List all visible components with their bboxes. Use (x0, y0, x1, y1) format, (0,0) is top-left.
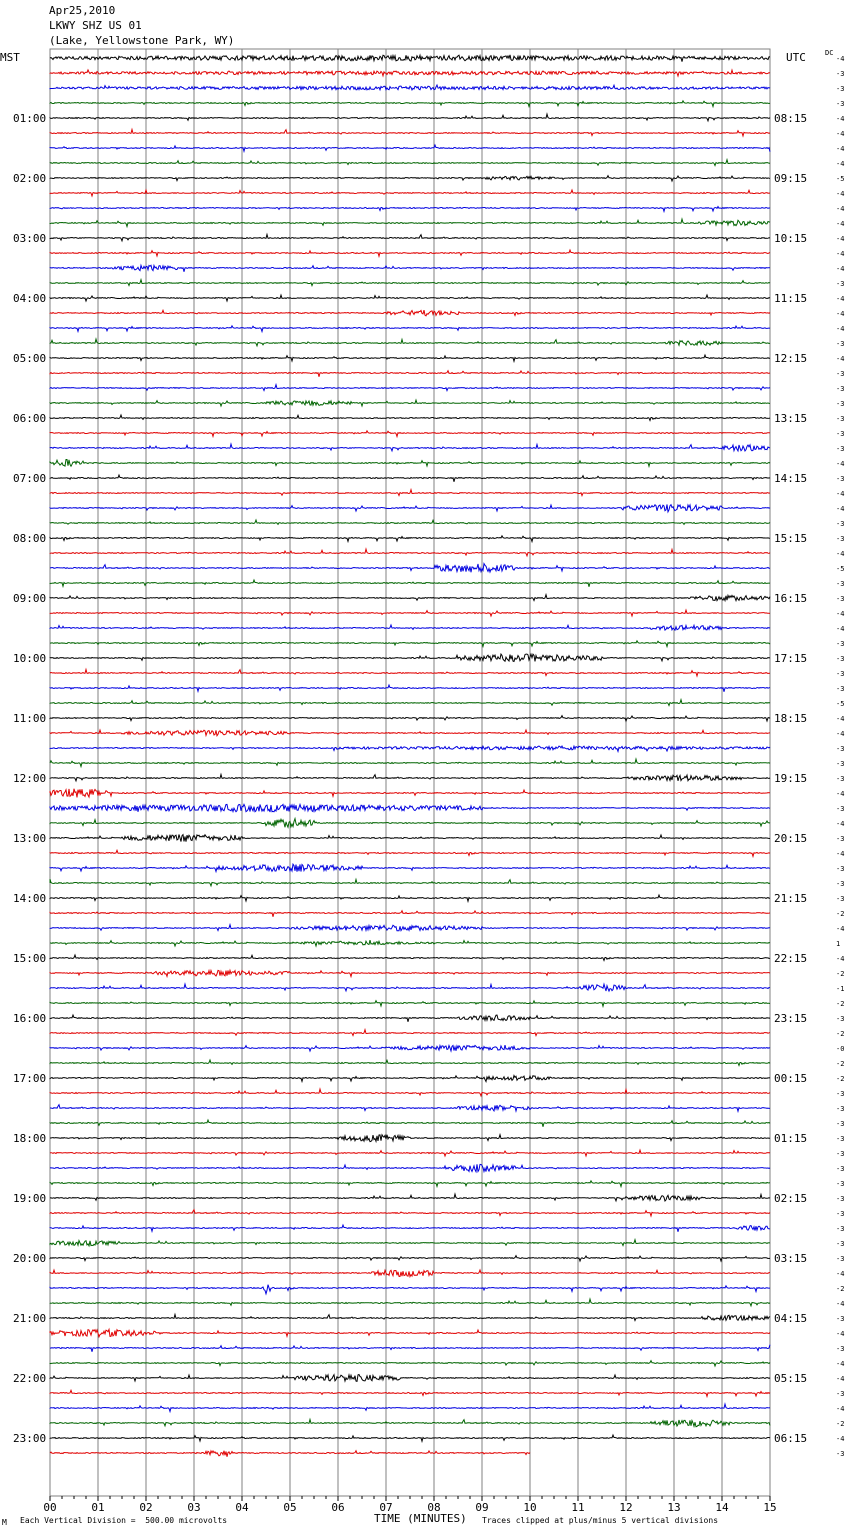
hour-label-left: 07:00 (13, 472, 47, 485)
corner-mark: M (2, 1518, 7, 1527)
hour-label-left: 23:00 (13, 1432, 47, 1445)
dc-offset-label: -4 (836, 820, 845, 828)
dc-offset-label: -3 (836, 1210, 845, 1218)
dc-offset-label: -3 (836, 1120, 845, 1128)
dc-offset-label: -4 (836, 460, 845, 468)
dc-offset-label: -3 (836, 685, 845, 693)
dc-offset-label: -4 (836, 1330, 845, 1338)
seismic-trace (50, 1045, 770, 1051)
dc-offset-label: -3 (836, 70, 845, 78)
dc-offset-label: -4 (836, 925, 845, 933)
hour-label-right: 05:15 (774, 1372, 808, 1385)
seismic-trace (50, 207, 770, 212)
dc-offset-label: -3 (836, 1450, 845, 1458)
hour-label-right: 22:15 (774, 952, 808, 965)
clip-note: Traces clipped at plus/minus 5 vertical divisions (482, 1516, 719, 1525)
hour-label-left: 05:00 (13, 352, 47, 365)
seismic-trace (50, 475, 770, 482)
seismic-trace (50, 1256, 770, 1261)
dc-offset-label: -3 (836, 370, 845, 378)
dc-offset-label: -4 (836, 265, 845, 273)
dc-offset-label: -3 (836, 595, 845, 603)
seismic-trace (50, 940, 770, 946)
hour-label-left: 19:00 (13, 1192, 47, 1205)
seismic-trace (50, 280, 770, 286)
dc-offset-label: -3 (836, 535, 845, 543)
hour-label-right: 08:15 (774, 112, 808, 125)
seismic-trace (50, 595, 770, 601)
dc-offset-label: -3 (836, 655, 845, 663)
dc-offset-label: -3 (836, 1180, 845, 1188)
dc-offset-label: -4 (836, 55, 845, 63)
dc-offset-label: -2 (836, 1075, 845, 1083)
dc-offset-label: -4 (836, 205, 845, 213)
dc-offset-label: -4 (836, 160, 845, 168)
x-tick-label: 06 (331, 1501, 345, 1514)
dc-offset-label: -4 (836, 190, 845, 198)
dc-offset-label: -4 (836, 625, 845, 633)
dc-offset-label: -3 (836, 400, 845, 408)
x-tick-label: 03 (187, 1501, 201, 1514)
dc-offset-label: -3 (836, 1315, 845, 1323)
dc-offset-label: -3 (836, 280, 845, 288)
seismic-trace (50, 520, 770, 524)
hour-label-right: 06:15 (774, 1432, 808, 1445)
dc-offset-label: -4 (836, 145, 845, 153)
hour-label-left: 11:00 (13, 712, 47, 725)
dc-offset-label: -3 (836, 340, 845, 348)
seismic-trace (50, 716, 770, 721)
hour-label-right: 19:15 (774, 772, 808, 785)
x-tick-label: 10 (523, 1501, 537, 1514)
dc-offset-label: -2 (836, 1030, 845, 1038)
x-tick-label: 15 (763, 1501, 777, 1514)
dc-offset-label: -4 (836, 1405, 845, 1413)
seismic-trace (50, 1225, 770, 1232)
seismic-trace (50, 1181, 770, 1187)
x-tick-label: 11 (571, 1501, 585, 1514)
seismic-trace (50, 1076, 770, 1082)
seismic-trace (50, 1164, 770, 1171)
seismic-trace (50, 670, 770, 677)
hour-label-left: 04:00 (13, 292, 47, 305)
dc-offset-label: -4 (836, 1300, 845, 1308)
dc-offset-label: -3 (836, 1225, 845, 1233)
hour-label-right: 12:15 (774, 352, 808, 365)
dc-offset-label: -4 (836, 850, 845, 858)
dc-offset-label: -5 (836, 175, 845, 183)
dc-offset-label: -4 (836, 955, 845, 963)
dc-offset-label: -4 (836, 310, 845, 318)
seismic-trace (50, 746, 770, 751)
x-tick-label: 01 (91, 1501, 105, 1514)
dc-offset-label: -3 (836, 100, 845, 108)
dc-offset-label: -0 (836, 1045, 845, 1053)
seismic-trace (50, 235, 770, 241)
vertical-scale-note: Each Vertical Division = 500.00 microvolts (20, 1516, 228, 1525)
seismic-trace (50, 864, 770, 872)
seismic-trace (50, 1420, 770, 1427)
seismic-trace (50, 804, 770, 812)
dc-offset-label: -3 (836, 1090, 845, 1098)
seismic-trace (50, 835, 770, 842)
dc-offset-label: -4 (836, 505, 845, 513)
dc-offset-label: -4 (836, 325, 845, 333)
hour-label-right: 15:15 (774, 532, 808, 545)
seismic-trace (50, 789, 770, 798)
dc-offset-label: -4 (836, 790, 845, 798)
seismic-trace (50, 490, 770, 496)
dc-offset-label: -3 (836, 1255, 845, 1263)
seismic-trace (50, 1299, 770, 1306)
seismic-trace (50, 101, 770, 107)
hour-label-right: 14:15 (774, 472, 808, 485)
x-tick-label: 13 (667, 1501, 681, 1514)
seismic-trace (50, 625, 770, 630)
hour-label-right: 10:15 (774, 232, 808, 245)
dc-offset-label: 1 (836, 940, 841, 948)
seismic-trace (50, 265, 770, 272)
dc-offset-label: -2 (836, 1420, 845, 1428)
dc-offset-label: -2 (836, 910, 845, 918)
hour-label-left: 17:00 (13, 1072, 47, 1085)
seismic-trace (50, 984, 770, 991)
dc-offset-label: -5 (836, 565, 845, 573)
hour-label-left: 21:00 (13, 1312, 47, 1325)
dc-offset-label: -3 (836, 745, 845, 753)
dc-offset-label: -4 (836, 295, 845, 303)
dc-offset-label: -3 (836, 1195, 845, 1203)
dc-offset-label: -3 (836, 430, 845, 438)
hour-label-right: 03:15 (774, 1252, 808, 1265)
dc-offset-label: -3 (836, 1240, 845, 1248)
dc-offset-label: -3 (836, 580, 845, 588)
x-tick-label: 14 (715, 1501, 729, 1514)
seismic-trace (50, 730, 770, 736)
seismic-trace (50, 1361, 770, 1366)
dc-offset-label: -3 (836, 640, 845, 648)
seismic-trace (50, 1329, 770, 1336)
dc-offset-label: -2 (836, 1285, 845, 1293)
seismic-trace (50, 685, 770, 692)
seismic-trace (50, 371, 770, 377)
dc-offset-label: -3 (836, 865, 845, 873)
seismic-trace (50, 400, 770, 406)
seismic-trace (50, 895, 770, 901)
hour-label-right: 16:15 (774, 592, 808, 605)
dc-offset-label: -3 (836, 1015, 845, 1023)
dc-offset-label: -4 (836, 550, 845, 558)
seismic-trace (50, 176, 770, 181)
hour-label-right: 20:15 (774, 832, 808, 845)
dc-offset-label: -3 (836, 895, 845, 903)
hour-label-right: 23:15 (774, 1012, 808, 1025)
seismic-trace (50, 339, 770, 346)
seismic-trace (50, 310, 770, 316)
dc-offset-label: -4 (836, 1435, 845, 1443)
dc-offset-label: -3 (836, 1150, 845, 1158)
dc-offset-label: -4 (836, 220, 845, 228)
seismic-trace (50, 1435, 770, 1441)
hour-label-left: 10:00 (13, 652, 47, 665)
hour-label-left: 08:00 (13, 532, 47, 545)
x-tick-label: 04 (235, 1501, 249, 1514)
hour-label-right: 11:15 (774, 292, 808, 305)
hour-label-right: 01:15 (774, 1132, 808, 1145)
seismic-trace (50, 1285, 770, 1294)
left-timezone-label: MST (0, 51, 20, 64)
seismic-trace (50, 130, 770, 137)
hour-label-left: 15:00 (13, 952, 47, 965)
dc-offset-label: -3 (836, 775, 845, 783)
hour-label-right: 00:15 (774, 1072, 808, 1085)
seismic-trace (50, 460, 770, 467)
seismic-trace (50, 1390, 770, 1396)
dc-offset-label: -2 (836, 970, 845, 978)
seismic-trace (50, 1240, 770, 1246)
seismic-trace (50, 549, 770, 556)
seismic-trace (50, 1315, 770, 1321)
seismic-trace (50, 1270, 770, 1277)
x-tick-label: 00 (43, 1501, 57, 1514)
dc-offset-label: -3 (836, 1165, 845, 1173)
dc-offset-label: -1 (836, 985, 845, 993)
dc-offset-label: -3 (836, 415, 845, 423)
seismic-trace (50, 1089, 770, 1096)
seismic-trace (50, 1404, 770, 1411)
hour-label-left: 06:00 (13, 412, 47, 425)
dc-offset-label: -4 (836, 115, 845, 123)
hour-label-right: 02:15 (774, 1192, 808, 1205)
hour-label-left: 03:00 (13, 232, 47, 245)
seismic-trace (50, 1135, 770, 1142)
seismic-trace (50, 775, 770, 781)
dc-offset-label: -3 (836, 1390, 845, 1398)
seismic-trace (50, 1345, 770, 1352)
dc-offset-label: -4 (836, 355, 845, 363)
station-location: (Lake, Yellowstone Park, WY) (49, 34, 235, 47)
hour-label-right: 04:15 (774, 1312, 808, 1325)
station-title: LKWY SHZ US 01 (49, 19, 142, 32)
dc-offset-label: -3 (836, 1105, 845, 1113)
seismic-trace (50, 295, 770, 301)
seismic-trace (50, 1375, 770, 1382)
seismic-trace (50, 55, 770, 62)
seismic-trace (50, 190, 770, 196)
hour-label-left: 09:00 (13, 592, 47, 605)
dc-offset-label: -3 (836, 475, 845, 483)
seismic-trace (50, 1194, 770, 1201)
hour-label-left: 16:00 (13, 1012, 47, 1025)
seismic-trace (50, 641, 770, 647)
seismic-trace (50, 536, 770, 542)
seismic-trace (50, 654, 770, 661)
seismic-trace (50, 580, 770, 587)
hour-label-left: 14:00 (13, 892, 47, 905)
hour-label-left: 18:00 (13, 1132, 47, 1145)
dc-offset-label: -3 (836, 385, 845, 393)
hour-label-right: 18:15 (774, 712, 808, 725)
hour-label-right: 09:15 (774, 172, 808, 185)
dc-offset-label: -4 (836, 1375, 845, 1383)
seismic-trace (50, 879, 770, 886)
seismic-trace (50, 415, 770, 421)
dc-offset-label: -4 (836, 1360, 845, 1368)
hour-label-left: 01:00 (13, 112, 47, 125)
dc-offset-label: -3 (836, 520, 845, 528)
seismic-trace (50, 114, 770, 121)
dc-offset-label: -4 (836, 730, 845, 738)
x-tick-label: 08 (427, 1501, 441, 1514)
seismic-trace (50, 911, 770, 917)
seismic-trace (50, 250, 770, 256)
hour-label-left: 02:00 (13, 172, 47, 185)
dc-offset-label: -4 (836, 1270, 845, 1278)
seismic-trace (50, 70, 770, 76)
hour-label-right: 17:15 (774, 652, 808, 665)
dc-offset-label: -4 (836, 130, 845, 138)
seismic-trace (50, 431, 770, 437)
dc-offset-label: -2 (836, 1060, 845, 1068)
dc-offset-label: -3 (836, 670, 845, 678)
seismic-trace (50, 145, 770, 152)
seismic-trace (50, 1060, 770, 1066)
dc-offset-label: -3 (836, 805, 845, 813)
seismic-trace (50, 1001, 770, 1007)
plot-date: Apr25,2010 (49, 4, 116, 17)
seismic-trace (50, 955, 770, 961)
seismic-trace (50, 219, 770, 226)
seismic-trace (50, 759, 770, 766)
dc-offset-label: -3 (836, 1135, 845, 1143)
x-tick-label: 07 (379, 1501, 393, 1514)
dc-offset-label: -3 (836, 760, 845, 768)
x-tick-label: 02 (139, 1501, 153, 1514)
plot-frame (50, 49, 770, 1496)
x-axis-title: TIME (MINUTES) (374, 1512, 467, 1525)
dc-offset-label: -3 (836, 445, 845, 453)
seismic-trace (50, 160, 770, 166)
x-tick-label: 05 (283, 1501, 297, 1514)
seismic-trace (50, 1120, 770, 1127)
seismic-trace (50, 355, 770, 361)
dc-offset-header: DC (825, 49, 834, 57)
seismic-trace (50, 970, 770, 976)
right-timezone-label: UTC (786, 51, 806, 64)
seismic-trace (50, 326, 770, 332)
hour-label-right: 13:15 (774, 412, 808, 425)
seismic-trace (50, 1150, 770, 1156)
seismic-trace (50, 819, 770, 828)
seismic-trace (50, 925, 770, 931)
hour-label-left: 22:00 (13, 1372, 47, 1385)
seismic-trace (50, 610, 770, 616)
seismic-trace (50, 1210, 770, 1216)
seismic-trace (50, 1030, 770, 1036)
dc-offset-label: -3 (836, 1345, 845, 1353)
seismic-trace (50, 564, 770, 573)
x-tick-label: 12 (619, 1501, 633, 1514)
dc-offset-label: -5 (836, 700, 845, 708)
hour-label-right: 21:15 (774, 892, 808, 905)
dc-offset-label: -3 (836, 835, 845, 843)
dc-offset-label: -3 (836, 880, 845, 888)
x-tick-label: 09 (475, 1501, 489, 1514)
seismic-trace (50, 505, 770, 512)
seismic-trace (50, 385, 770, 391)
hour-label-left: 12:00 (13, 772, 47, 785)
dc-offset-label: -4 (836, 250, 845, 258)
seismic-trace (50, 444, 770, 451)
dc-offset-label: -4 (836, 610, 845, 618)
seismic-trace (50, 1105, 770, 1112)
hour-label-left: 20:00 (13, 1252, 47, 1265)
hour-label-left: 13:00 (13, 832, 47, 845)
seismic-trace (50, 1015, 770, 1022)
dc-offset-label: -4 (836, 235, 845, 243)
seismic-trace (50, 85, 770, 90)
dc-offset-label: -3 (836, 85, 845, 93)
dc-offset-label: -2 (836, 1000, 845, 1008)
dc-offset-label: -4 (836, 715, 845, 723)
seismic-trace (50, 850, 770, 856)
dc-offset-label: -4 (836, 490, 845, 498)
seismic-trace (50, 700, 770, 706)
